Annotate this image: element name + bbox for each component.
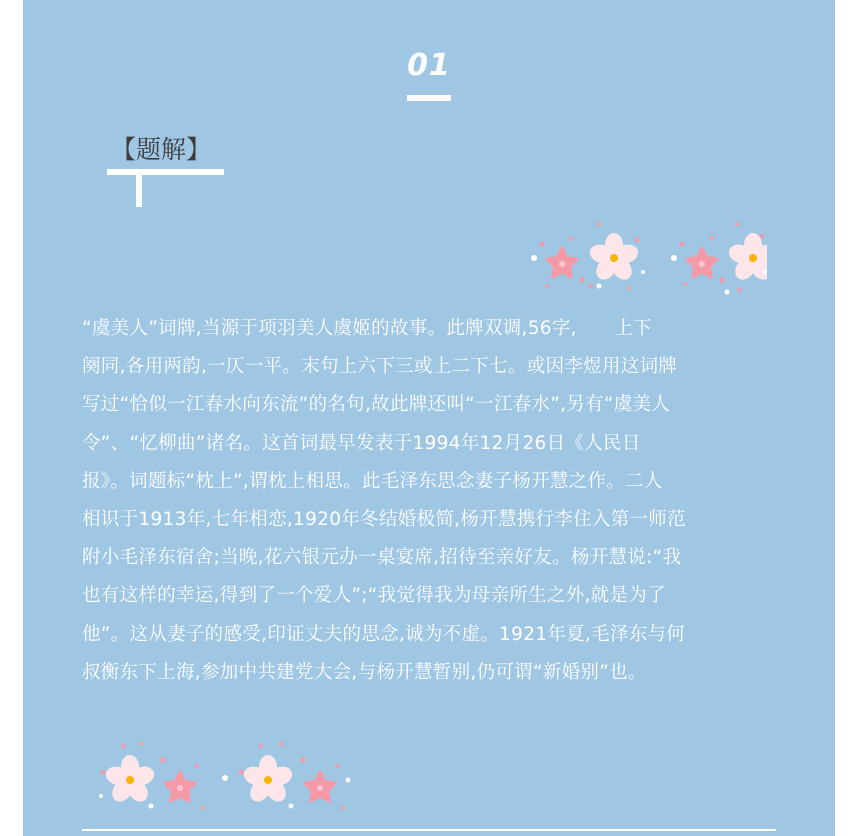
pink-star-flower-icon bbox=[165, 772, 195, 801]
heading-underline bbox=[107, 169, 224, 175]
pink-star-flower-icon bbox=[687, 248, 717, 277]
article-card bbox=[23, 0, 835, 836]
white-blossom-icon bbox=[587, 233, 640, 284]
body-line: 写过“恰似一江春水向东流”的名句,故此牌还叫“一江春水”,另有“虞美人 bbox=[82, 394, 671, 416]
pink-star-flower-icon bbox=[547, 248, 577, 277]
heading-stem bbox=[136, 175, 142, 207]
flower-decoration-top bbox=[507, 212, 767, 298]
body-line: 报》。词题标“枕上”,谓枕上相思。此毛泽东思念妻子杨开慧之作。二人 bbox=[82, 470, 663, 492]
section-number-underline bbox=[407, 95, 451, 101]
white-blossom-icon bbox=[241, 755, 294, 806]
article-body bbox=[82, 310, 782, 692]
body-line: “虞美人”词牌,当源于项羽美人虞姬的故事。此牌双调,56字, 上下 bbox=[82, 318, 653, 339]
bottom-divider bbox=[82, 829, 776, 831]
white-blossom-icon bbox=[103, 755, 156, 806]
flower-decoration-bottom bbox=[93, 736, 353, 822]
body-line: 相识于1913年,七年相恋,1920年冬结婚极简,杨开慧携行李住入第一师范 bbox=[82, 509, 686, 531]
body-line: 叔衡东下上海,参加中共建党大会,与杨开慧暂别,仍可谓“新婚别”也。 bbox=[82, 661, 647, 683]
body-line: 他”。这从妻子的感受,印证丈夫的思念,诚为不虚。1921年夏,毛泽东与何 bbox=[82, 623, 686, 645]
section-number: 01 bbox=[407, 48, 451, 83]
white-blossom-icon bbox=[726, 233, 767, 284]
body-line: 附小毛泽东宿舍;当晚,花六银元办一桌宴席,招待至亲好友。杨开慧说:“我 bbox=[82, 547, 682, 569]
body-line: 令”、“忆柳曲”诸名。这首词最早发表于1994年12月26日《人民日 bbox=[82, 432, 641, 454]
body-line: 也有这样的幸运,得到了一个爱人”;“我觉得我为母亲所生之外,就是为了 bbox=[82, 585, 666, 607]
body-line: 阕同,各用两韵,一仄一平。末句上六下三或上二下七。或因李煜用这词牌 bbox=[82, 356, 678, 378]
section-heading: 【题解】 bbox=[111, 135, 212, 164]
pink-star-flower-icon bbox=[305, 772, 335, 801]
